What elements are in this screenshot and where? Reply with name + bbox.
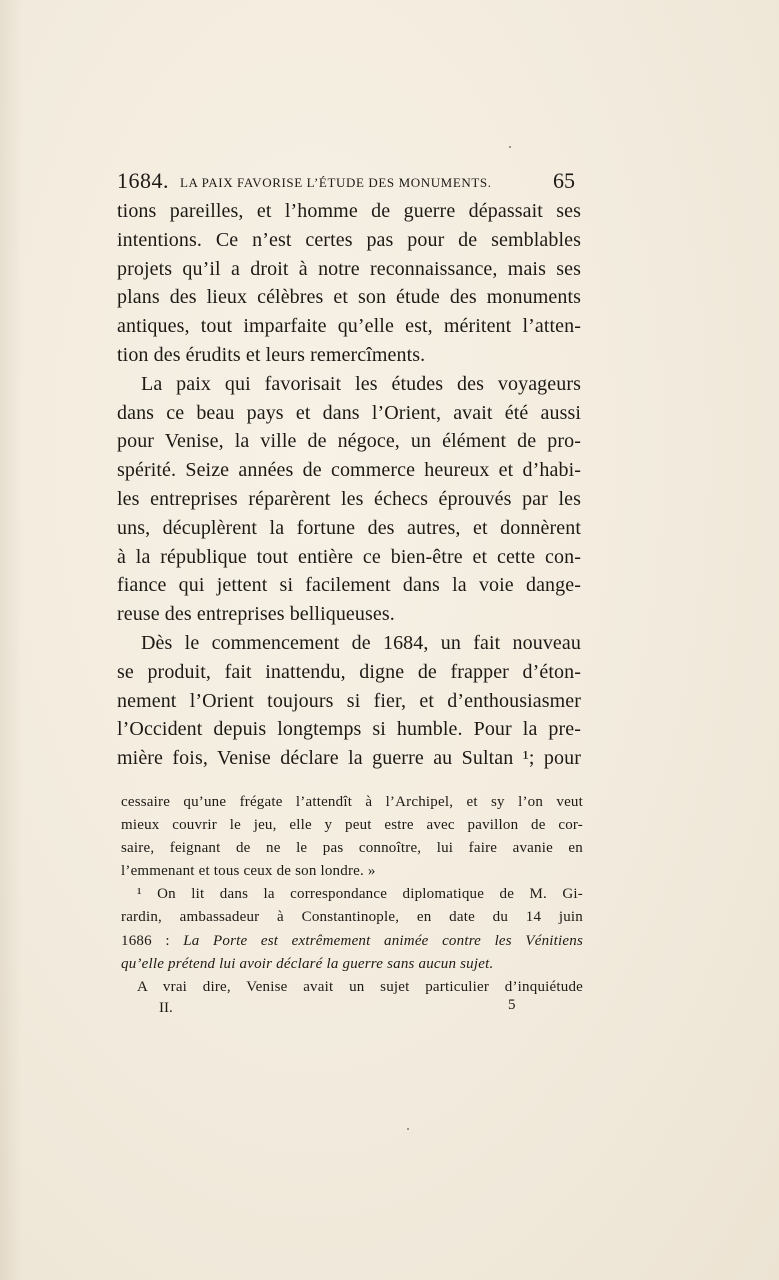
text-line: tions pareilles, et l’homme de guerre dépassait ses: [117, 200, 581, 222]
volume-signature: II.: [159, 1000, 173, 1016]
text-line: Dès le commencement de 1684, un fait nouveau: [141, 631, 581, 654]
footnote-line: cessaire qu’une frégate l’attendît à l’Archipel, et sy l’on veut: [121, 794, 583, 810]
footnote-quote: La Porte est extrêmement animée contre les Vénitiens: [183, 932, 583, 949]
paper-speck: [509, 146, 511, 148]
text-line: se produit, fait inattendu, digne de frapper d’éton-: [117, 660, 581, 683]
footnote-line: saire, feignant de ne le pas connoître, lui faire avanie en: [121, 840, 583, 857]
main-text: [117, 197, 581, 773]
footnotes: [121, 791, 583, 999]
text-line: spérité. Seize années de commerce heureux et d’habi-: [117, 459, 581, 482]
running-header: [117, 168, 575, 196]
footnote-date: 1686 :: [121, 932, 184, 949]
footnote-line-mixed: [121, 930, 583, 953]
footnote-line: [121, 953, 583, 976]
text-line: dans ce beau pays et dans l’Orient, avait été aussi: [117, 401, 581, 424]
text-line: fiance qui jettent si facilement dans la voie dange-: [117, 574, 581, 597]
text-line: intentions. Ce n’est certes pas pour de semblables: [117, 228, 581, 251]
footnote-line: rardin, ambassadeur à Constantinople, en date du 14 juin: [121, 909, 583, 926]
header-title: LA PAIX FAVORISE L’ÉTUDE DES MONUMENTS.: [180, 175, 492, 190]
text-line: reuse des entreprises belliqueuses.: [117, 603, 395, 626]
text-line: à la république tout entière ce bien-être et cette con-: [117, 545, 581, 568]
text-line: tion des érudits et leurs remercîments.: [117, 343, 426, 366]
text-line: pour Venise, la ville de négoce, un élément de pro-: [117, 430, 581, 453]
binding-shadow: [0, 0, 22, 1280]
footnote-line: ¹ On lit dans la correspondance diplomatique de M. Gi-: [137, 886, 583, 903]
footnote-line: mieux couvrir le jeu, elle y peut estre avec pavillon de cor-: [121, 817, 583, 834]
footnote-line: l’emmenant et tous ceux de son londre. »: [121, 863, 376, 880]
text-line: nement l’Orient toujours si fier, et d’enthousiasmer: [117, 689, 581, 712]
text-line: La paix qui favorisait les études des voyageurs: [141, 372, 581, 395]
footnote-quote-end: qu’elle prétend lui avoir déclaré la guerre sans aucun sujet.: [121, 955, 494, 972]
text-line: uns, décuplèrent la fortune des autres, et donnèrent: [117, 516, 581, 539]
text-line: mière fois, Venise déclare la guerre au Sultan ¹; pour: [117, 747, 581, 770]
text-line: l’Occident depuis longtemps si humble. Pour la pre-: [117, 718, 581, 741]
page-number: 65: [553, 168, 575, 193]
footnote-line: A vrai dire, Venise avait un sujet particulier d’inquiétude: [137, 978, 583, 995]
gathering-signature: 5: [508, 997, 516, 1013]
text-line: les entreprises réparèrent les échecs éprouvés par les: [117, 487, 581, 510]
text-line: plans des lieux célèbres et son étude des monuments: [117, 286, 581, 309]
paper-speck: [407, 1128, 409, 1130]
header-year: 1684.: [117, 168, 169, 193]
text-line: antiques, tout imparfaite qu’elle est, méritent l’atten-: [117, 315, 581, 338]
text-line: projets qu’il a droit à notre reconnaissance, mais ses: [117, 257, 581, 280]
